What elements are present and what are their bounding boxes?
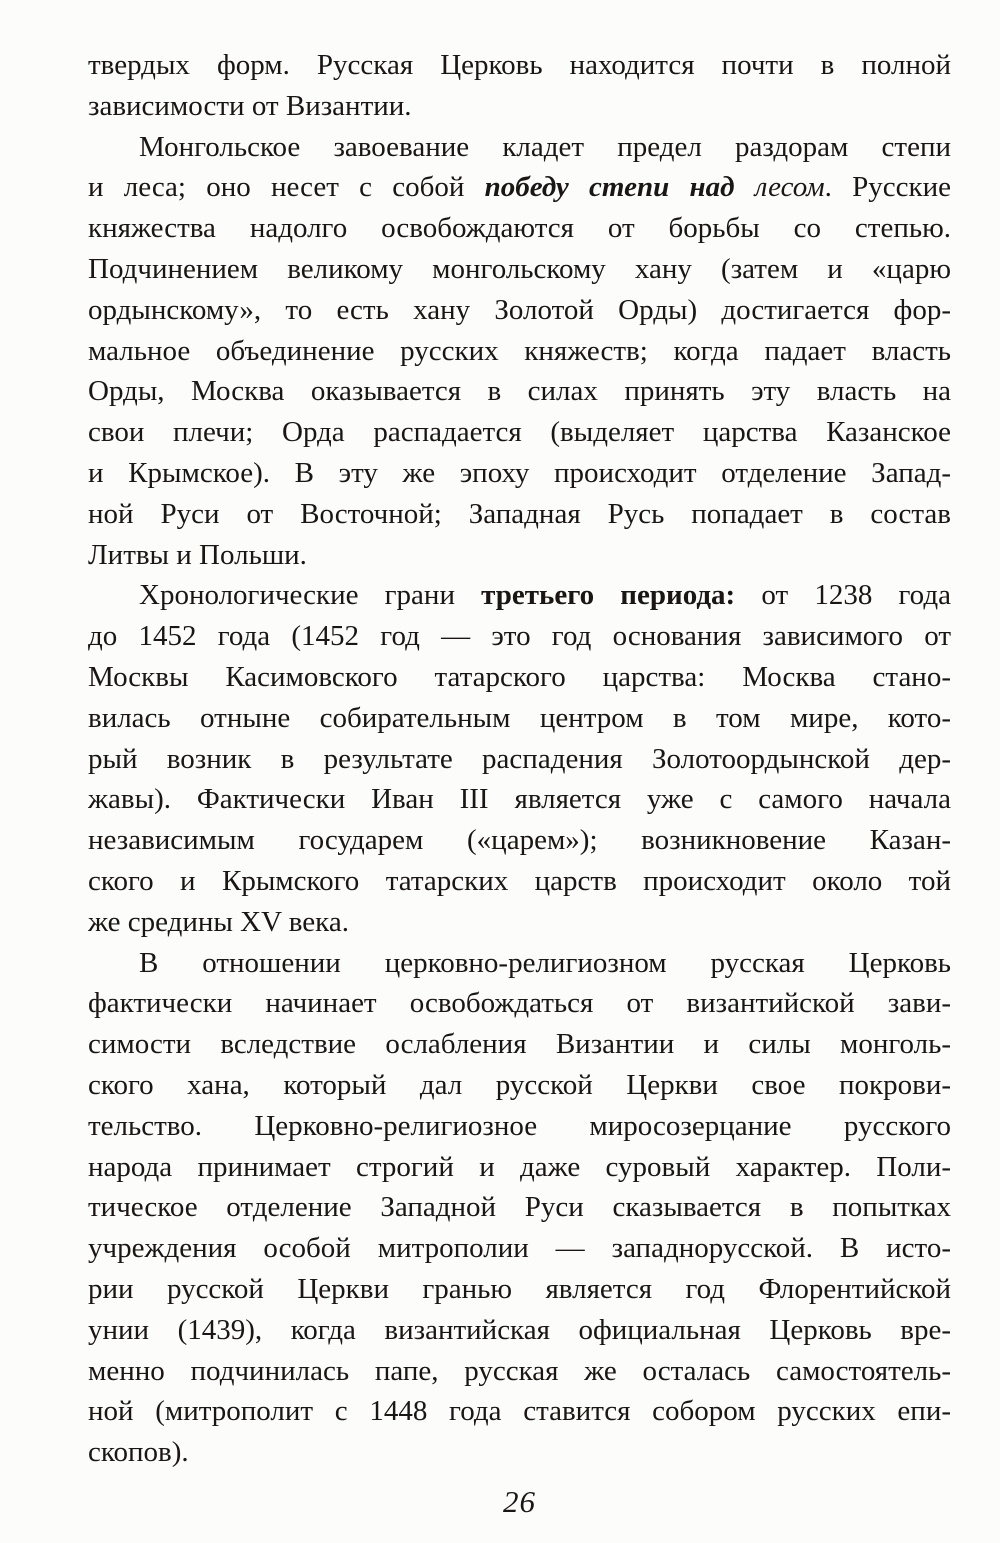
text-run: рый возник в результате распадения Золотоордынской дер-: [88, 742, 951, 775]
text-line: [88, 698, 951, 739]
text-line: [88, 494, 951, 535]
text-run: ной (митрополит с 1448 года ставится собором русских епи-: [88, 1395, 951, 1428]
text-run: тическое отделение Западной Руси сказывается в попытках: [88, 1191, 951, 1224]
text-run: народа принимает строгий и даже суровый характер. Поли-: [88, 1150, 951, 1183]
text-run: же средины XV века.: [88, 905, 349, 938]
text-run: учреждения особой митрополии — западнорусской. В исто-: [88, 1232, 951, 1265]
text-line: [88, 290, 951, 331]
text-line: [88, 1187, 951, 1228]
text-line: [88, 739, 951, 780]
text-run: твердых форм. Русская Церковь находится почти в полной: [88, 49, 951, 81]
text-run: унии (1439), когда византийская официальная Церковь вре-: [88, 1313, 951, 1346]
text-line: [88, 575, 951, 616]
text-line: [88, 1432, 951, 1473]
text-line: [88, 86, 951, 127]
text-run: скопов).: [88, 1436, 189, 1469]
text-run: фактически начинает освобождаться от византийской зави-: [88, 987, 951, 1020]
text-run: вилась отныне собирательным центром в том мире, кото-: [88, 701, 951, 734]
text-run: от 1238 года: [735, 579, 951, 612]
text-run: Хронологические грани: [139, 579, 482, 612]
text-line: [88, 412, 951, 453]
page-text: [88, 45, 951, 1473]
text-run: Подчинением великому монгольскому хану (затем и «царю: [88, 252, 951, 285]
text-line: [88, 1391, 951, 1432]
text-run: Литвы и Польши.: [88, 538, 307, 571]
text-run: рии русской Церкви гранью является год Флорентийской: [88, 1272, 951, 1305]
text-line: [88, 657, 951, 698]
text-line: [88, 861, 951, 902]
text-line: [88, 1310, 951, 1351]
text-run: ной Руси от Восточной; Западная Русь попадает в состав: [88, 497, 951, 530]
text-line: [88, 453, 951, 494]
text-line: [88, 208, 951, 249]
text-run: княжества надолго освобождаются от борьбы со степью.: [88, 212, 951, 245]
text-line: [88, 167, 951, 208]
text-run: лесом: [734, 171, 825, 204]
text-line: [88, 779, 951, 820]
text-run: В отношении церковно-религиозном русская Церковь: [139, 946, 951, 979]
text-line: [88, 902, 951, 943]
text-line: [88, 127, 951, 168]
page-number: 26: [503, 1484, 536, 1519]
text-run: победу степи над: [484, 171, 735, 204]
text-line: [88, 1106, 951, 1147]
text-line: [88, 331, 951, 372]
text-run: . Русские: [824, 171, 951, 204]
text-run: ского хана, который дал русской Церкви свое покрови-: [88, 1068, 951, 1101]
text-run: зависимости от Византии.: [88, 89, 412, 122]
text-run: мальное объединение русских княжеств; когда падает власть: [88, 334, 951, 367]
text-line: [88, 1147, 951, 1188]
text-line: [88, 983, 951, 1024]
text-line: [88, 943, 951, 984]
text-line: [88, 249, 951, 290]
text-run: и Крымское). В эту же эпоху происходит отделение Запад-: [88, 456, 951, 489]
text-line: [88, 1228, 951, 1269]
text-line: [88, 1024, 951, 1065]
text-run: ского и Крымского татарских царств происходит около той: [88, 864, 951, 897]
text-line: [88, 1351, 951, 1392]
text-run: Монгольское завоевание кладет предел раздорам степи: [139, 130, 951, 163]
text-run: свои плечи; Орда распадается (выделяет царства Казанское: [88, 416, 951, 449]
text-run: ордынскому», то есть хану Золотой Орды) достигается фор-: [88, 293, 951, 326]
text-line: [88, 1269, 951, 1310]
text-run: до 1452 года (1452 год — это год основания зависимого от: [88, 620, 951, 653]
text-run: Орды, Москва оказывается в силах принять эту власть на: [88, 375, 951, 408]
text-line: [88, 371, 951, 412]
text-line: [88, 820, 951, 861]
text-line: [88, 535, 951, 576]
text-run: менно подчинилась папе, русская же осталась самостоятель-: [88, 1354, 951, 1387]
text-run: тельство. Церковно-религиозное миросозерцание русского: [88, 1109, 951, 1142]
text-line: [88, 616, 951, 657]
text-run: жавы). Фактически Иван III является уже с самого начала: [88, 783, 951, 816]
text-line: [88, 45, 951, 86]
text-line: [88, 1065, 951, 1106]
text-run: независимым государем («царем»); возникновение Казан-: [88, 824, 951, 857]
text-run: симости вследствие ослабления Византии и силы монголь-: [88, 1028, 951, 1061]
text-run: и леса; оно несет с собой: [88, 171, 485, 204]
text-run: Москвы Касимовского татарского царства: Москва стано-: [88, 660, 951, 693]
text-run: третьего периода:: [481, 579, 736, 612]
